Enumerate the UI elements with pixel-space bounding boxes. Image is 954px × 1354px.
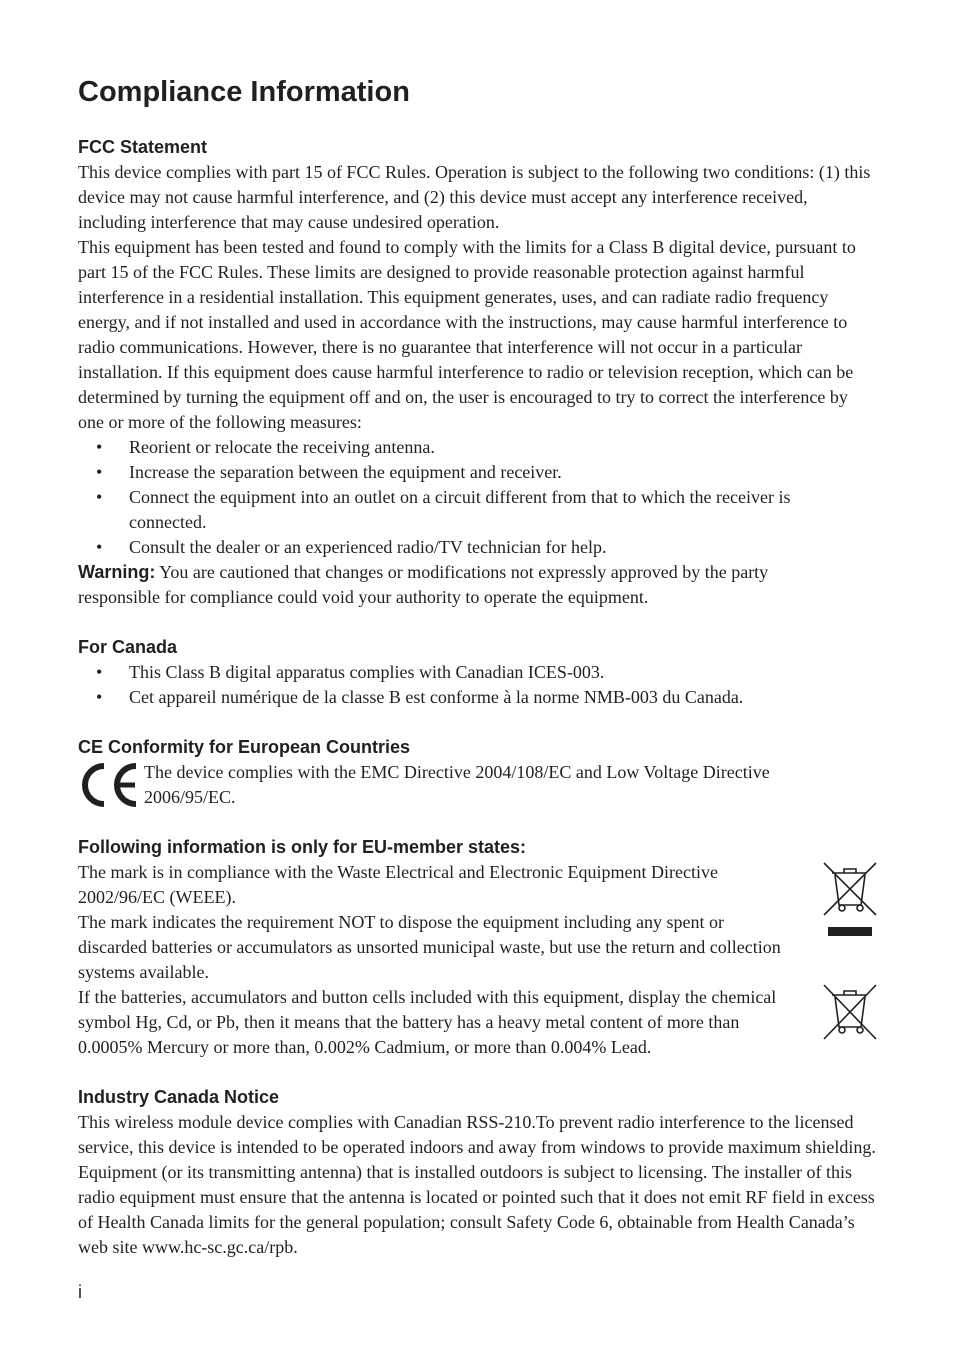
battery-crossed-bin-icon	[822, 983, 878, 1041]
list-item: • Cet appareil numérique de la classe B est conforme à la norme NMB-003 du Canada.	[78, 685, 878, 710]
eu-section	[78, 835, 878, 1060]
eu-paragraph-2: The mark indicates the requirement NOT to dispose the equipment including any spent or discarded batteries or accumulators as unsorted municipal waste, but use the return and collection systems available.	[78, 912, 781, 982]
ce-heading: CE Conformity for European Countries	[78, 737, 411, 757]
warning-text: You are cautioned that changes or modifications not expressly approved by the party responsible for compliance could void your authority to operate the equipment.	[78, 562, 769, 607]
canada-list	[78, 660, 878, 710]
eu-heading: Following information is only for EU-member states:	[78, 837, 527, 857]
bullet-icon: •	[96, 462, 103, 482]
industry-canada-section	[78, 1085, 878, 1260]
page-number: i	[78, 1282, 82, 1302]
canada-section	[78, 635, 878, 710]
list-item: • This Class B digital apparatus complies with Canadian ICES-003.	[78, 660, 878, 685]
bullet-icon: •	[96, 537, 103, 557]
industry-canada-text: This wireless module device complies with Canadian RSS-210.To prevent radio interference to the licensed service, this device is intended to be operated indoors and away from windows to provide maximum shielding. Equipment (or its transmitting antenna) that is installed outdoors is subject to licensing. The installer of this radio equipment must ensure that the antenna is located or pointed such that it does not emit RF field in excess of Health Canada limits for the general population; consult Safety Code 6, obtainable from Health Canada’s web site www.hc-sc.gc.ca/rpb.	[78, 1112, 876, 1257]
page-title: Compliance Information	[78, 76, 410, 108]
fcc-section	[78, 135, 878, 610]
list-item: • Increase the separation between the equipment and receiver.	[78, 460, 878, 485]
eu-paragraph-1: The mark is in compliance with the Waste Electrical and Electronic Equipment Directive 2002/96/EC (WEEE).	[78, 862, 718, 907]
bullet-icon: •	[96, 662, 103, 682]
eu-paragraph-3: If the batteries, accumulators and button cells included with this equipment, display the chemical symbol Hg, Cd, or Pb, then it means that the battery has a heavy metal content of more than 0.0005% Mercury or more than, 0.002% Cadmium, or more than 0.004% Lead.	[78, 987, 777, 1057]
fcc-measures-list	[78, 435, 878, 560]
industry-canada-heading: Industry Canada Notice	[78, 1087, 280, 1107]
warning-label: Warning:	[78, 562, 156, 582]
weee-crossed-bin-icon	[822, 861, 878, 941]
list-item: • Reorient or relocate the receiving antenna.	[78, 435, 878, 460]
fcc-paragraph-2: This equipment has been tested and found to comply with the limits for a Class B digital device, pursuant to part 15 of the FCC Rules. These limits are designed to provide reasonable protection against harmful interference in a residential installation. This equipment generates, uses, and can radiate radio frequency energy, and if not installed and used in accordance with the instructions, may cause harmful interference to radio communications. However, there is no guarantee that interference will not occur in a particular installation. If this equipment does cause harmful interference to radio or television reception, which can be determined by turning the equipment off and on, the user is encouraged to try to correct the interference by one or more of the following measures:	[78, 237, 856, 432]
ce-section	[78, 735, 878, 810]
fcc-paragraph-1: This device complies with part 15 of FCC Rules. Operation is subject to the following two conditions: (1) this device may not cause harmful interference, and (2) this device must accept any interference received, including interference that may cause undesired operation.	[78, 162, 871, 232]
fcc-warning	[78, 560, 838, 610]
bullet-icon: •	[96, 687, 103, 707]
ce-mark-icon	[78, 762, 140, 808]
bullet-icon: •	[96, 437, 103, 457]
bullet-icon: •	[96, 487, 103, 507]
list-item: • Connect the equipment into an outlet on a circuit different from that to which the receiver is connected.	[96, 487, 791, 532]
ce-row	[78, 760, 878, 810]
list-item: • Consult the dealer or an experienced radio/TV technician for help.	[78, 535, 878, 560]
canada-heading: For Canada	[78, 637, 178, 657]
fcc-heading: FCC Statement	[78, 137, 208, 157]
ce-text: The device complies with the EMC Directive 2004/108/EC and Low Voltage Directive 2006/95/EC.	[144, 762, 770, 807]
